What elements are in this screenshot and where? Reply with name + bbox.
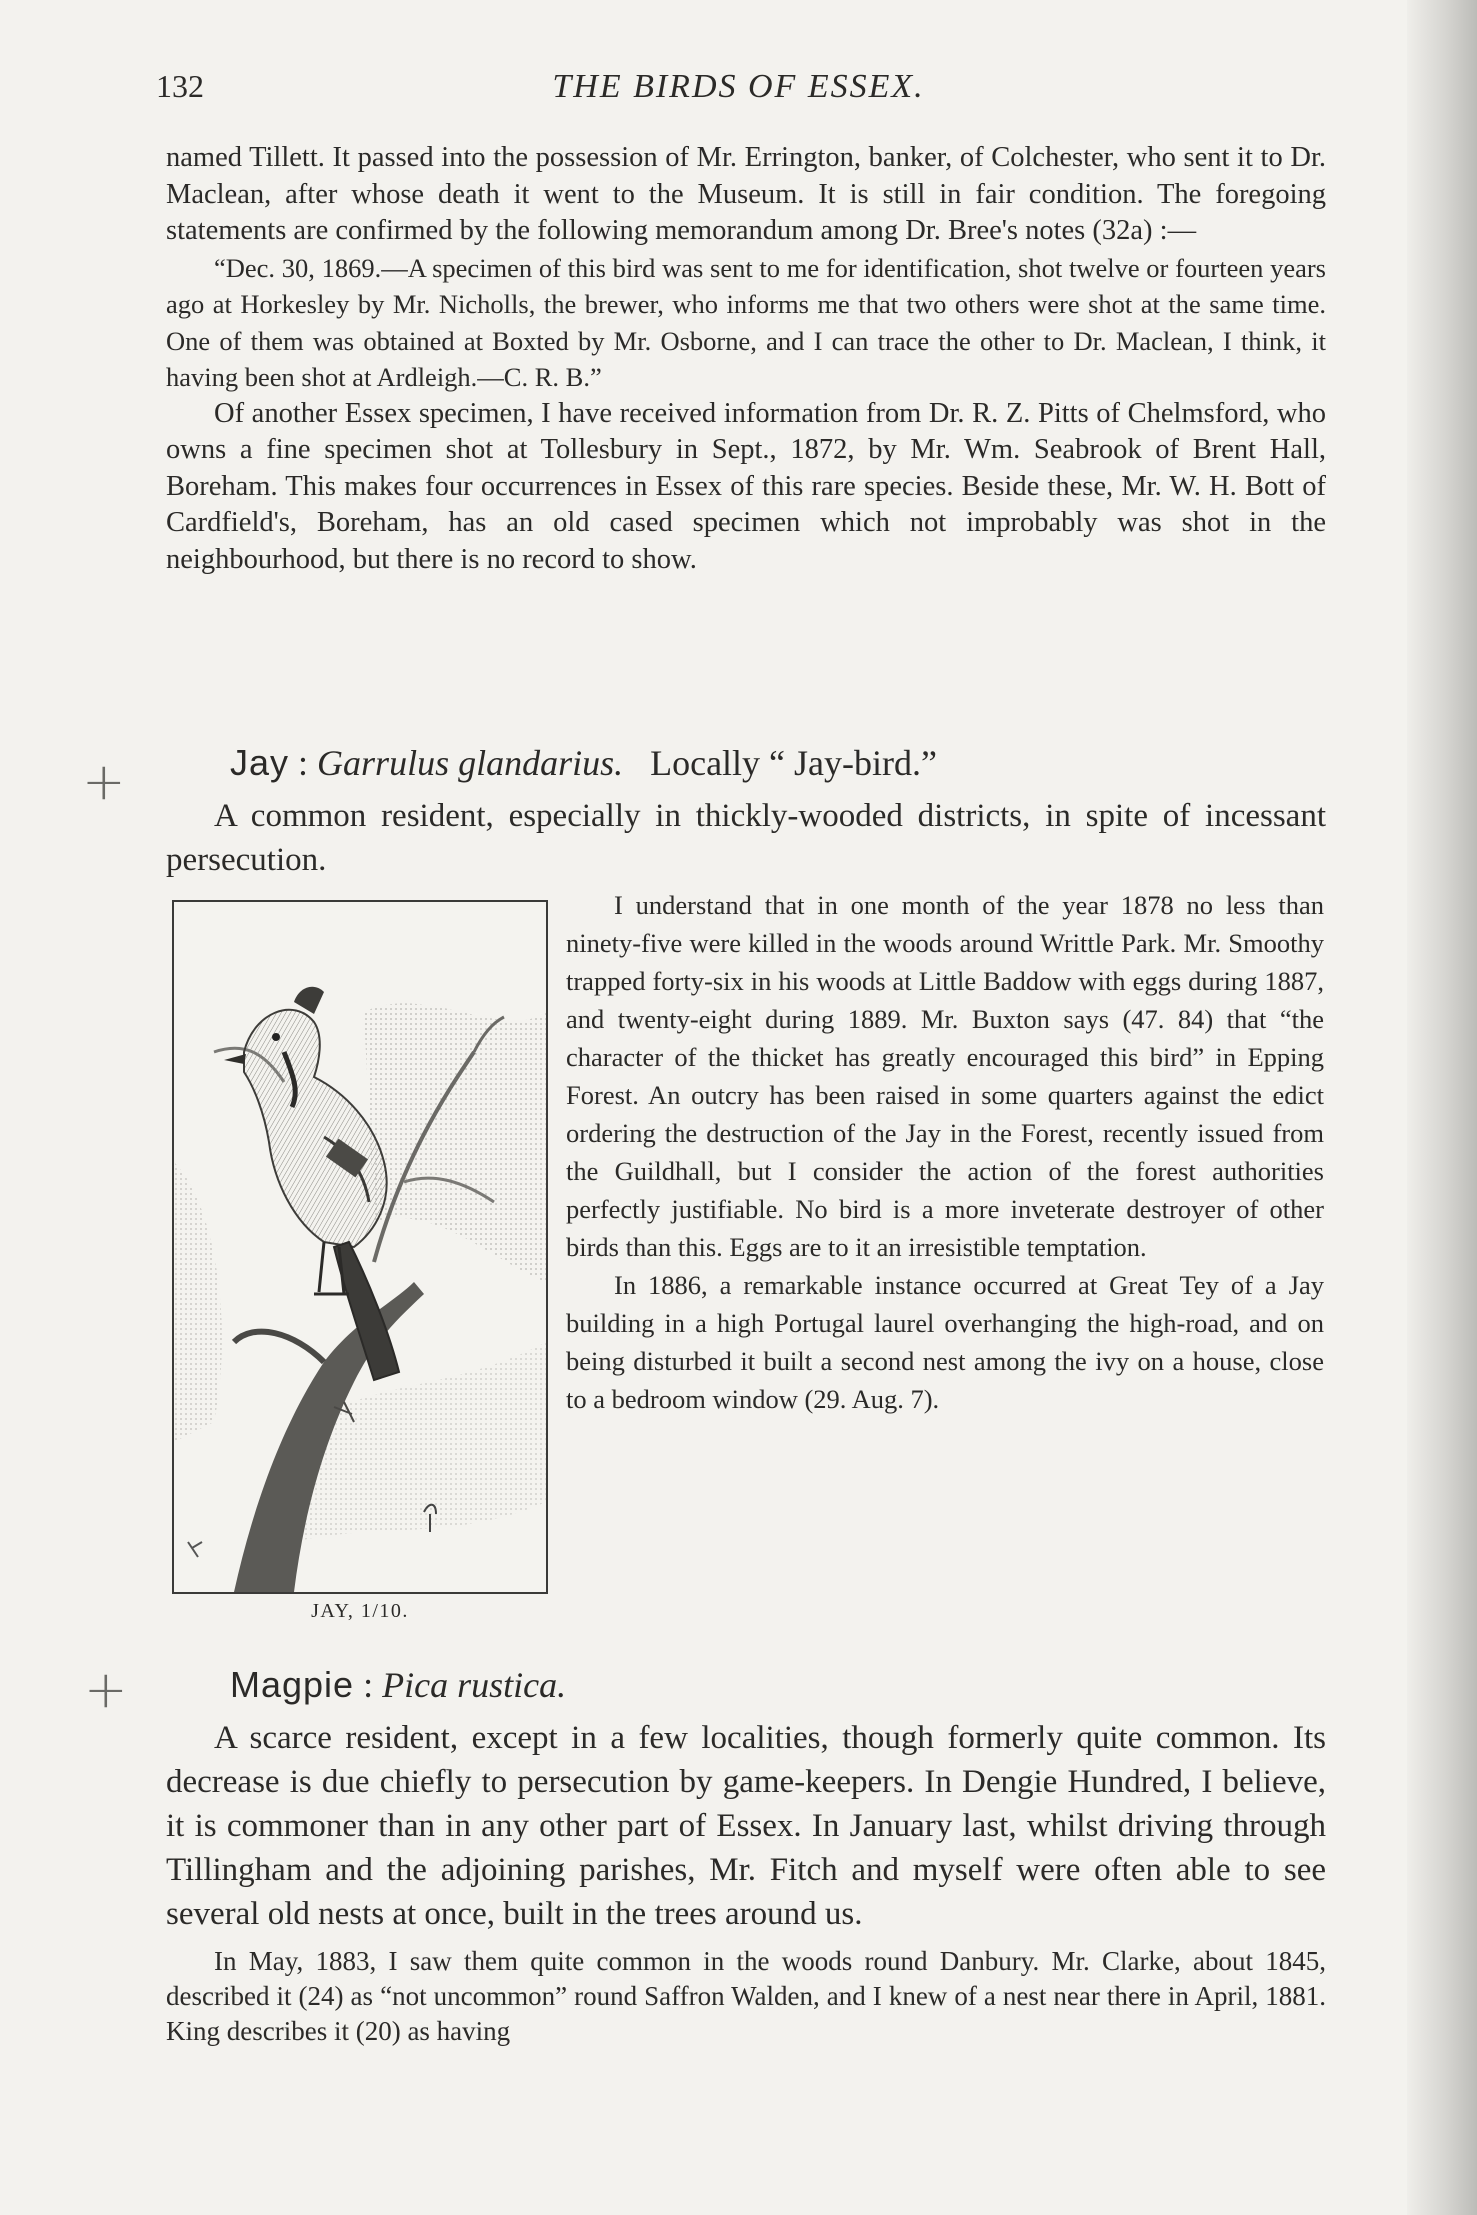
page-gutter-shadow [1407, 0, 1477, 2215]
paragraph-tillett: named Tillett. It passed into the possession of Mr. Errington, banker, of Colchester, who sent it to Dr. Maclean, after whose death it went to the Museum. It is still in fair condition. The foregoing statements are confirmed by the following memorandum among Dr. Bree's notes (32a) :— [166, 142, 1326, 246]
jay-intro: A common resident, especially in thickly-wooded districts, in spite of incessant persecution. [166, 798, 1326, 878]
margin-cross-mark: + [82, 752, 126, 812]
species-local-name: Locally “ Jay-bird.” [650, 743, 937, 783]
jay-intro-block [166, 794, 1326, 882]
page-number: 132 [156, 68, 204, 104]
jay-illustration [172, 900, 548, 1594]
jay-engraving [174, 902, 546, 1592]
page-header [0, 68, 1477, 118]
jay-paragraph-persecution: I understand that in one month of the year 1878 no less than ninety-five were killed in the woods around Writtle Park. Mr. Smoothy trapped forty-six in his woods at Little Baddow with eggs during 1887, and twenty-eight during 1889. Mr. Buxton says (47. 84) that “the character of the thicket has greatly encouraged this bird” in Epping Forest. An outcry has been raised in some quarters against the edict ordering the destruction of the Jay in the Forest, recently issued from the Guildhall, but I consider the action of the forest authorities perfectly justifiable. No bird is a more inveterate destroyer of other birds than this. Eggs are to it an irresistible temptation. [566, 890, 1324, 1262]
text-block-top [166, 140, 1326, 578]
figure-caption: JAY, 1/10. [311, 1600, 409, 1622]
species-heading-jay: Jay : Garrulus glandarius. Locally “ Jay-bird.” [230, 742, 937, 783]
species-latin-name: Pica rustica. [382, 1665, 567, 1705]
running-title: THE BIRDS OF ESSEX. [552, 68, 925, 105]
species-name: Jay [230, 742, 290, 783]
magpie-paragraph-danbury: In May, 1883, I saw them quite common in the woods round Danbury. Mr. Clarke, about 1845, described it (24) as “not uncommon” round Saffron Walden, and I knew of a nest near there in April, 1881. King describes it (20) as having [166, 1946, 1326, 2046]
paragraph-essex-specimen: Of another Essex specimen, I have received information from Dr. R. Z. Pitts of Chelmsford, who owns a fine specimen shot at Tollesbury in Sept., 1872, by Mr. Wm. Seabrook of Brent Hall, Boreham. This makes four occurrences in Essex of this rare species. Beside these, Mr. W. H. Bott of Cardfield's, Boreham, has an old cased specimen which not improbably was shot in the neighbourhood, but there is no record to show. [166, 397, 1326, 575]
species-latin-name: Garrulus glandarius. [317, 743, 624, 783]
magpie-intro: A scarce resident, except in a few localities, though formerly quite common. Its decrease is due chiefly to persecution by game-keepers. In Dengie Hundred, I believe, it is commoner than in any other part of Essex. In January last, whilst driving through Tillingham and the adjoining parishes, Mr. Fitch and myself were often able to see several old nests at once, built in the trees around us. [166, 1720, 1326, 1932]
jay-text-column [566, 886, 1324, 1418]
margin-cross-mark: + [84, 1660, 128, 1720]
jay-paragraph-nest: In 1886, a remarkable instance occurred at Great Tey of a Jay building in a high Portugal laurel overhanging the high-road, and on being disturbed it built a second nest among the ivy on a house, close to a bedroom window (29. Aug. 7). [566, 1270, 1324, 1414]
paragraph-bree-quote: “Dec. 30, 1869.—A specimen of this bird was sent to me for identification, shot twelve or fourteen years ago at Horkesley by Mr. Nicholls, the brewer, who informs me that two others were shot at the same time. One of them was obtained at Boxted by Mr. Osborne, and I can trace the other to Dr. Maclean, I think, it having been shot at Ardleigh.—C. R. B.” [166, 252, 1326, 392]
species-heading-magpie: Magpie : Pica rustica. [230, 1664, 567, 1705]
species-name: Magpie [230, 1664, 355, 1705]
magpie-block [166, 1716, 1326, 2049]
